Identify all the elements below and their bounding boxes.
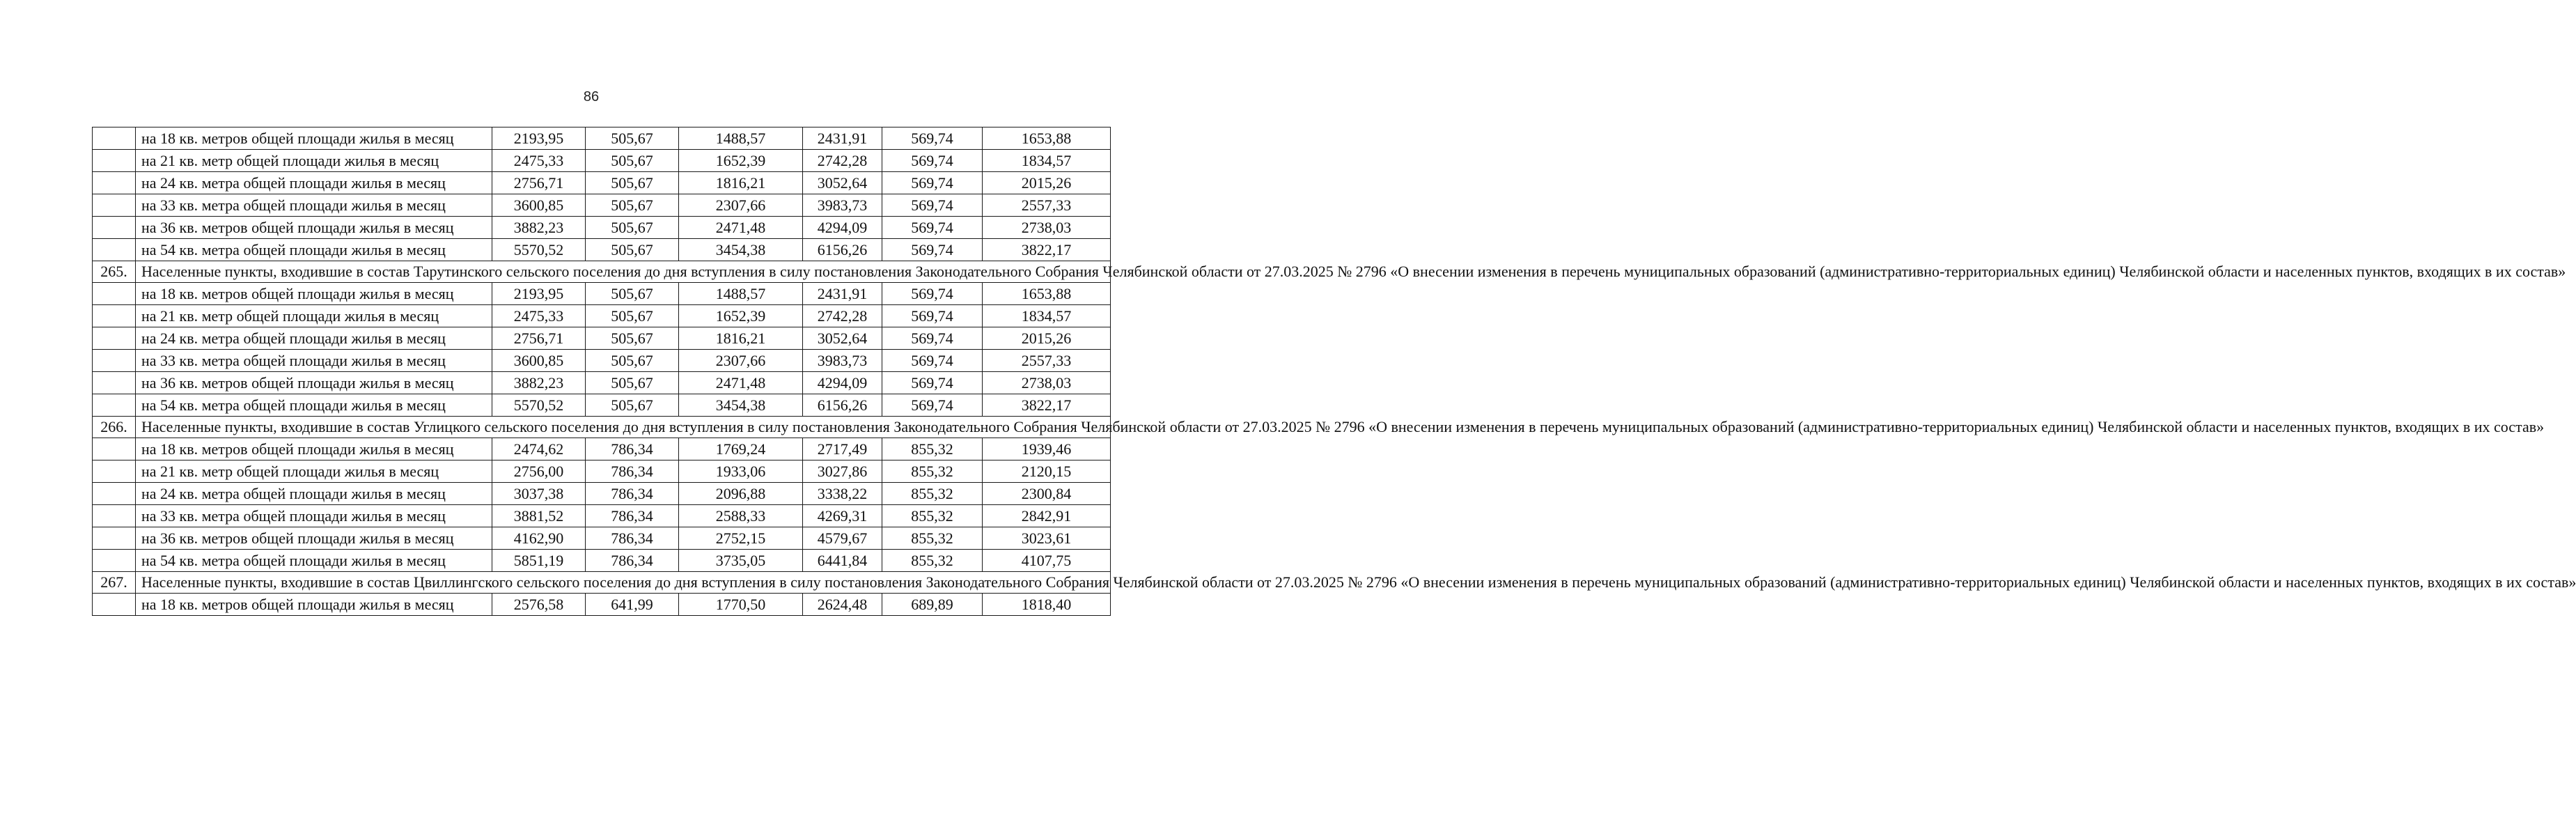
value-cell: 569,74 [882,350,983,372]
value-cell: 2842,91 [983,505,1111,527]
value-cell: 3822,17 [983,239,1111,261]
value-cell: 1488,57 [679,127,803,150]
value-cell: 4269,31 [803,505,882,527]
value-cell: 3037,38 [492,483,586,505]
value-cell: 4294,09 [803,372,882,394]
row-label: на 18 кв. метров общей площади жилья в месяц [136,438,492,460]
row-label: на 24 кв. метра общей площади жилья в месяц [136,327,492,350]
value-cell: 689,89 [882,594,983,616]
value-cell: 2471,48 [679,372,803,394]
value-cell: 505,67 [586,194,679,217]
value-cell: 6156,26 [803,239,882,261]
row-number-cell [93,394,136,417]
table-row [93,239,1111,261]
table-body [93,127,2576,616]
value-cell: 2474,62 [492,438,586,460]
value-cell: 1769,24 [679,438,803,460]
section-header-row [93,261,1111,283]
table-row [93,594,1111,616]
value-cell: 1653,88 [983,283,1111,305]
section-number: 265. [93,261,136,283]
value-cell: 2193,95 [492,127,586,150]
row-number-cell [93,350,136,372]
row-label: на 21 кв. метр общей площади жилья в месяц [136,305,492,327]
table-row [93,394,1111,417]
value-cell: 3600,85 [492,350,586,372]
table-row [93,350,1111,372]
value-cell: 2588,33 [679,505,803,527]
table-row [93,527,1111,550]
value-cell: 569,74 [882,217,983,239]
section-description: Населенные пункты, входившие в состав Цвиллингского сельского поселения до дня вступления в силу постановления Законодательного Собрания Челябинской области от 27.03.2025 № 2796 «О внесении изменения в перечень муниципальных образований (административно-территориальных единиц) Челябинской области и населенных пунктов, входящих в их состав» [136,572,1111,594]
row-number-cell [93,594,136,616]
row-number-cell [93,172,136,194]
row-number-cell [93,217,136,239]
value-cell: 786,34 [586,550,679,572]
value-cell: 2193,95 [492,283,586,305]
value-cell: 2624,48 [803,594,882,616]
row-number-cell [93,127,136,150]
value-cell: 2742,28 [803,150,882,172]
value-cell: 1652,39 [679,150,803,172]
row-label: на 33 кв. метра общей площади жилья в месяц [136,194,492,217]
section-header-row [93,572,1111,594]
value-cell: 1939,46 [983,438,1111,460]
value-cell: 505,67 [586,239,679,261]
value-cell: 1488,57 [679,283,803,305]
value-cell: 3052,64 [803,172,882,194]
table-row [93,305,1111,327]
value-cell: 786,34 [586,527,679,550]
value-cell: 3600,85 [492,194,586,217]
value-cell: 1818,40 [983,594,1111,616]
value-cell: 2742,28 [803,305,882,327]
table-row [93,505,1111,527]
tariff-table [92,127,2576,616]
table-row [93,460,1111,483]
value-cell: 2557,33 [983,194,1111,217]
value-cell: 4107,75 [983,550,1111,572]
value-cell: 4579,67 [803,527,882,550]
row-number-cell [93,150,136,172]
row-label: на 36 кв. метров общей площади жилья в месяц [136,372,492,394]
value-cell: 1834,57 [983,150,1111,172]
value-cell: 569,74 [882,127,983,150]
value-cell: 3052,64 [803,327,882,350]
value-cell: 2015,26 [983,327,1111,350]
value-cell: 569,74 [882,327,983,350]
value-cell: 1653,88 [983,127,1111,150]
value-cell: 505,67 [586,394,679,417]
section-number: 266. [93,417,136,438]
value-cell: 3882,23 [492,372,586,394]
value-cell: 3454,38 [679,394,803,417]
value-cell: 2756,71 [492,327,586,350]
value-cell: 4162,90 [492,527,586,550]
value-cell: 786,34 [586,483,679,505]
row-number-cell [93,372,136,394]
value-cell: 505,67 [586,372,679,394]
section-header-row [93,417,1111,438]
value-cell: 569,74 [882,194,983,217]
value-cell: 786,34 [586,460,679,483]
value-cell: 3983,73 [803,350,882,372]
value-cell: 2096,88 [679,483,803,505]
value-cell: 2015,26 [983,172,1111,194]
value-cell: 3735,05 [679,550,803,572]
value-cell: 6441,84 [803,550,882,572]
value-cell: 2307,66 [679,350,803,372]
value-cell: 2471,48 [679,217,803,239]
value-cell: 505,67 [586,327,679,350]
value-cell: 569,74 [882,283,983,305]
table-row [93,150,1111,172]
row-number-cell [93,438,136,460]
value-cell: 505,67 [586,217,679,239]
value-cell: 855,32 [882,505,983,527]
value-cell: 3023,61 [983,527,1111,550]
row-label: на 24 кв. метра общей площади жилья в месяц [136,483,492,505]
value-cell: 1834,57 [983,305,1111,327]
value-cell: 5570,52 [492,239,586,261]
value-cell: 3338,22 [803,483,882,505]
value-cell: 641,99 [586,594,679,616]
value-cell: 3881,52 [492,505,586,527]
value-cell: 5570,52 [492,394,586,417]
row-label: на 33 кв. метра общей площади жилья в месяц [136,350,492,372]
row-number-cell [93,239,136,261]
value-cell: 1933,06 [679,460,803,483]
value-cell: 855,32 [882,550,983,572]
row-label: на 36 кв. метров общей площади жилья в месяц [136,217,492,239]
value-cell: 3882,23 [492,217,586,239]
row-label: на 24 кв. метра общей площади жилья в месяц [136,172,492,194]
row-label: на 33 кв. метра общей площади жилья в месяц [136,505,492,527]
value-cell: 2738,03 [983,217,1111,239]
value-cell: 505,67 [586,305,679,327]
value-cell: 1816,21 [679,327,803,350]
value-cell: 2756,71 [492,172,586,194]
value-cell: 3983,73 [803,194,882,217]
section-description: Населенные пункты, входившие в состав Тарутинского сельского поселения до дня вступления в силу постановления Законодательного Собрания Челябинской области от 27.03.2025 № 2796 «О внесении изменения в перечень муниципальных образований (административно-территориальных единиц) Челябинской области и населенных пунктов, входящих в их состав» [136,261,1111,283]
value-cell: 2756,00 [492,460,586,483]
value-cell: 2557,33 [983,350,1111,372]
value-cell: 2576,58 [492,594,586,616]
page-number: 86 [583,89,600,104]
value-cell: 1652,39 [679,305,803,327]
value-cell: 2738,03 [983,372,1111,394]
value-cell: 569,74 [882,372,983,394]
value-cell: 2431,91 [803,283,882,305]
value-cell: 569,74 [882,394,983,417]
row-label: на 18 кв. метров общей площади жилья в месяц [136,127,492,150]
table-row [93,194,1111,217]
section-description: Населенные пункты, входившие в состав Углицкого сельского поселения до дня вступления в силу постановления Законодательного Собрания Челябинской области от 27.03.2025 № 2796 «О внесении изменения в перечень муниципальных образований (административно-территориальных единиц) Челябинской области и населенных пунктов, входящих в их состав» [136,417,1111,438]
value-cell: 855,32 [882,438,983,460]
row-label: на 54 кв. метра общей площади жилья в месяц [136,550,492,572]
row-number-cell [93,305,136,327]
value-cell: 2717,49 [803,438,882,460]
row-number-cell [93,483,136,505]
value-cell: 505,67 [586,172,679,194]
value-cell: 6156,26 [803,394,882,417]
row-number-cell [93,505,136,527]
table-row [93,550,1111,572]
value-cell: 2307,66 [679,194,803,217]
value-cell: 2475,33 [492,305,586,327]
value-cell: 505,67 [586,150,679,172]
row-number-cell [93,327,136,350]
value-cell: 569,74 [882,150,983,172]
row-number-cell [93,527,136,550]
value-cell: 1770,50 [679,594,803,616]
value-cell: 5851,19 [492,550,586,572]
value-cell: 505,67 [586,350,679,372]
value-cell: 569,74 [882,172,983,194]
value-cell: 2752,15 [679,527,803,550]
value-cell: 2475,33 [492,150,586,172]
value-cell: 505,67 [586,127,679,150]
row-label: на 18 кв. метров общей площади жилья в месяц [136,283,492,305]
row-number-cell [93,283,136,305]
table-row [93,372,1111,394]
row-label: на 54 кв. метра общей площади жилья в месяц [136,394,492,417]
table-row [93,283,1111,305]
table-row [93,172,1111,194]
value-cell: 3822,17 [983,394,1111,417]
value-cell: 786,34 [586,505,679,527]
table-row [93,438,1111,460]
value-cell: 855,32 [882,527,983,550]
value-cell: 786,34 [586,438,679,460]
row-number-cell [93,550,136,572]
table-row [93,327,1111,350]
value-cell: 569,74 [882,305,983,327]
value-cell: 2300,84 [983,483,1111,505]
row-label: на 36 кв. метров общей площади жилья в месяц [136,527,492,550]
row-number-cell [93,194,136,217]
value-cell: 3454,38 [679,239,803,261]
value-cell: 855,32 [882,460,983,483]
value-cell: 569,74 [882,239,983,261]
row-label: на 54 кв. метра общей площади жилья в месяц [136,239,492,261]
value-cell: 2431,91 [803,127,882,150]
value-cell: 855,32 [882,483,983,505]
section-number: 267. [93,572,136,594]
value-cell: 3027,86 [803,460,882,483]
value-cell: 4294,09 [803,217,882,239]
row-label: на 21 кв. метр общей площади жилья в месяц [136,460,492,483]
table-row [93,217,1111,239]
table-row [93,127,1111,150]
value-cell: 1816,21 [679,172,803,194]
row-number-cell [93,460,136,483]
table-row [93,483,1111,505]
value-cell: 505,67 [586,283,679,305]
row-label: на 18 кв. метров общей площади жилья в месяц [136,594,492,616]
value-cell: 2120,15 [983,460,1111,483]
row-label: на 21 кв. метр общей площади жилья в месяц [136,150,492,172]
